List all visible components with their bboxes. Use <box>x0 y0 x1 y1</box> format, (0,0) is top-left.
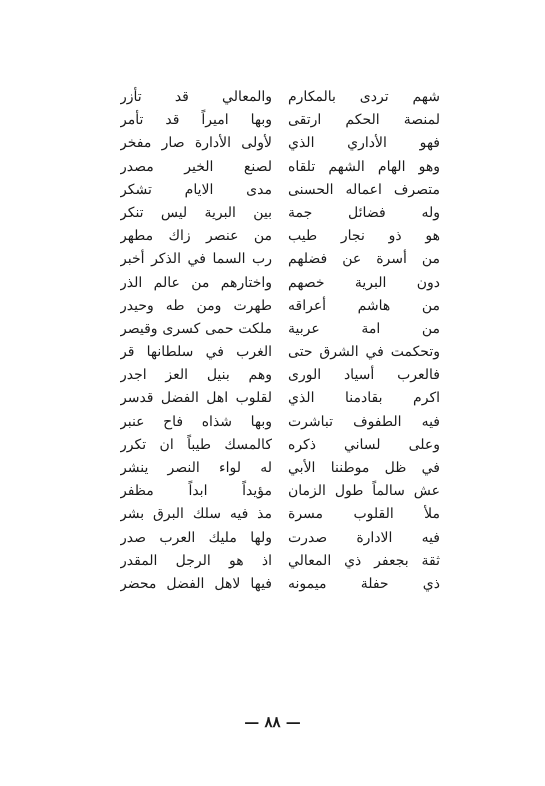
verse-line <box>120 411 440 434</box>
verse-first-hemistich: في ظل موطننا الأبي <box>288 460 440 476</box>
verse-line <box>120 248 440 271</box>
verse-first-hemistich: ذي حفلة ميمونه <box>288 575 440 592</box>
verse-second-hemistich: ولها مليك العرب صدر <box>120 529 272 546</box>
verse-first-hemistich: ملأ القلوب مسرة <box>288 506 440 523</box>
verse-line <box>120 573 440 596</box>
verse-first-hemistich: فالعرب أسياد الورى <box>288 367 440 384</box>
verse-second-hemistich: والمعالي قد تأزر <box>120 89 272 105</box>
verse-line <box>120 387 440 410</box>
verse-second-hemistich: بين البرية ليس تنكر <box>120 204 272 221</box>
verse-second-hemistich: كالمسك طيباً ان تكرر <box>120 436 272 453</box>
verse-line <box>120 550 440 573</box>
verse-line <box>120 295 440 318</box>
verse-line <box>120 527 440 550</box>
verse-line <box>120 318 440 341</box>
verse-first-hemistich: شهم تردى بالمكارم <box>288 89 440 105</box>
verse-line <box>120 434 440 457</box>
verse-first-hemistich: هو ذو نجار طيب <box>288 228 440 245</box>
verse-first-hemistich: وتحكمت في الشرق حتى <box>288 344 440 361</box>
verse-first-hemistich: فيه الطفوف تباشرت <box>288 413 440 430</box>
verse-first-hemistich: وله فضائل جمة <box>288 204 440 221</box>
page-number: — ٨٨ — <box>244 713 301 731</box>
verse-line <box>120 364 440 387</box>
verse-second-hemistich: وهم بنيل العز اجدر <box>120 367 272 384</box>
verse-line <box>120 225 440 248</box>
verse-line <box>120 480 440 503</box>
verse-second-hemistich: رب السما في الذكر أخبر <box>120 251 272 268</box>
verse-first-hemistich: من هاشم أعراقه <box>288 297 440 314</box>
verse-line <box>120 132 440 155</box>
verse-second-hemistich: مدى الايام تشكر <box>120 181 272 198</box>
verse-first-hemistich: عش سالماً طول الزمان <box>288 483 440 500</box>
verse-line <box>120 86 440 109</box>
poem-body <box>120 86 440 596</box>
verse-second-hemistich: مؤيداً ابداً مظفر <box>120 483 272 500</box>
verse-second-hemistich: لصنع الخير مصدر <box>120 158 272 175</box>
verse-first-hemistich: اكرم بقادمنا الذي <box>288 390 440 407</box>
verse-first-hemistich: فيه الادارة صدرت <box>288 529 440 546</box>
verse-first-hemistich: ثقة بجعفر ذي المعالي <box>288 552 440 569</box>
verse-second-hemistich: له لواء النصر ينشر <box>120 460 272 476</box>
verse-line <box>120 156 440 179</box>
verse-first-hemistich: من أسرة عن فضلهم <box>288 251 440 268</box>
verse-line <box>120 109 440 132</box>
verse-first-hemistich: دون البرية خصهم <box>288 274 440 291</box>
verse-second-hemistich: لأولى الأدارة صار مفخر <box>120 135 272 152</box>
verse-second-hemistich: طهرت ومن طه وحيدر <box>120 297 272 314</box>
verse-second-hemistich: واختارهم من عالم الذر <box>120 274 272 291</box>
verse-second-hemistich: وبها شذاه فاح عنبر <box>120 413 272 430</box>
verse-first-hemistich: لمنصة الحكم ارتقى <box>288 112 440 129</box>
verse-line <box>120 457 440 480</box>
verse-line <box>120 202 440 225</box>
verse-first-hemistich: متصرف اعماله الحسنى <box>288 181 440 198</box>
verse-line <box>120 503 440 526</box>
verse-second-hemistich: فيها لاهل الفضل محضر <box>120 575 272 592</box>
verse-first-hemistich: من امة عربية <box>288 320 440 337</box>
verse-second-hemistich: اذ هو الرجل المقدر <box>120 552 272 569</box>
verse-first-hemistich: فهو الأداري الذي <box>288 135 440 152</box>
verse-second-hemistich: وبها اميراً قد تأمر <box>120 112 272 129</box>
verse-line <box>120 272 440 295</box>
verse-second-hemistich: لقلوب اهل الفضل قدسر <box>120 390 272 407</box>
verse-second-hemistich: من عنصر زاك مطهر <box>120 228 272 245</box>
verse-second-hemistich: ملكت حمى كسرى وقيصر <box>120 320 272 337</box>
verse-line <box>120 179 440 202</box>
verse-line <box>120 341 440 364</box>
verse-second-hemistich: مذ فيه سلك البرق بشر <box>120 506 272 523</box>
verse-second-hemistich: الغرب في سلطانها قر <box>120 344 272 361</box>
verse-first-hemistich: وهو الهام الشهم تلقاه <box>288 158 440 175</box>
verse-first-hemistich: وعلى لساني ذكره <box>288 436 440 453</box>
